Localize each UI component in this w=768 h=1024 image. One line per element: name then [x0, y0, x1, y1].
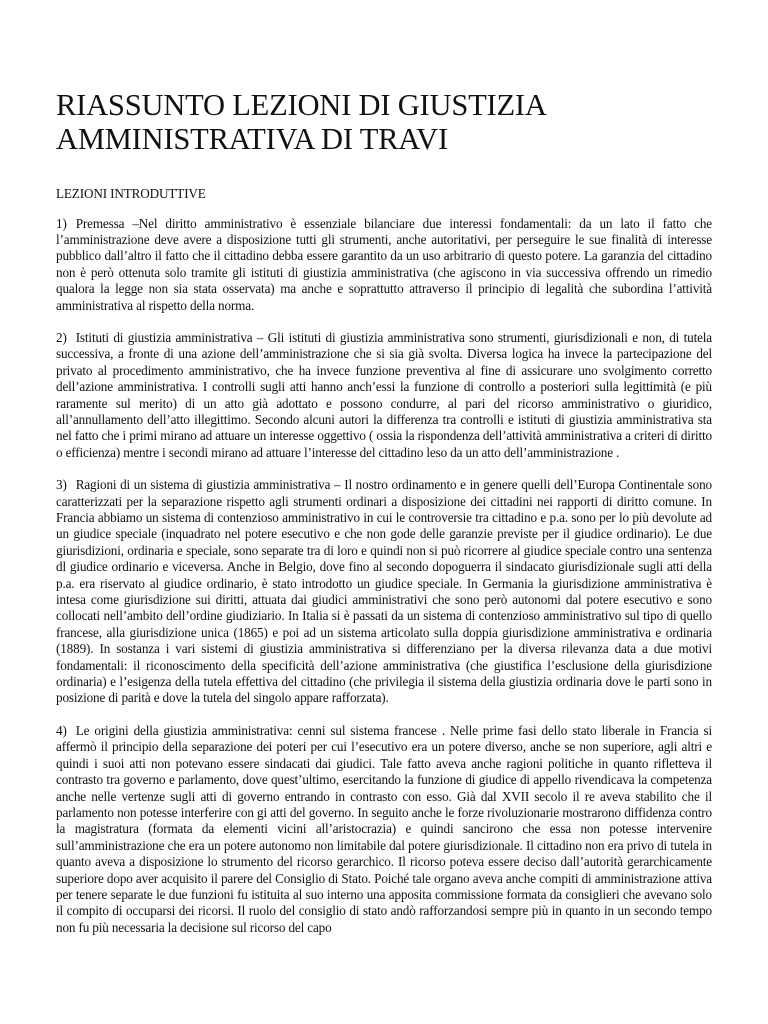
- paragraph-number: 2): [56, 329, 67, 345]
- paragraph-text: Istituti di giustizia amministrativa – Gli istituti di giustizia amministrativa sono strumenti, giurisdizionali e non, di tutela successiva, a fronte di una azione dell’amministrazione che si sia già svolta. Diversa logica ha invece la partecipazione del privato al procedimento amministrativo, che ha invece funzione preventiva al fine di assicurare uno svolgimento corretto dell’azione amministrativa. I controlli sugli atti hanno anch’essi la funzione di controllo a posteriori sulla legittimità (e più raramente sul merito) di un atto già adottato e possono condurre, al pari del ricorso amministrativo o giuridico, all’annullamento dell’atto illegittimo. Secondo alcuni autori la differenza tra controlli e istituti di giustizia amministrativa sta nel fatto che i primi mirano ad attuare un interesse oggettivo ( ossia la rispondenza dell’attività amministrativa a criteri di diritto o efficienza) mentre i secondi mirano ad attuare l’interesse del cittadino leso da un atto dell’amministrazione .: [56, 329, 712, 460]
- paragraph-text: Le origini della giustizia amministrativa: cenni sul sistema francese . Nelle prime fasi dello stato liberale in Francia si affermò il principio della separazione dei poteri per cui l’esecutivo era un potere diverso, anche se non superiore, agli altri e quindi i suoi atti non potevano essere sindacati dai giudici. Tale fatto aveva anche ragioni politiche in quanto rifletteva il contrasto tra governo e parlamento, dove quest’ultimo, esercitando la funzione di giudice di appello rivendicava la competenza anche nelle vertenze sugli atti di governo entrando in contrasto con esso. Già dal XVII secolo il re aveva stabilito che il parlamento non potesse interferire con gi atti del governo. In seguito anche le forze rivoluzionarie mostrarono diffidenza contro la magistratura (formata da elementi vicini all’aristocrazia) e quindi sancirono che essa non potesse intervenire sull’amministrazione che era un potere autonomo non limitabile dal potere giurisdizionale. Il cittadino non era privo di tutela in quanto aveva a disposizione lo strumento del ricorso gerarchico. Il ricorso poteva essere deciso dall’autorità gerarchicamente superiore dopo aver acquisito il parere del Consiglio di Stato. Poiché tale organo aveva anche compiti di amministrazione attiva per tenere separate le due funzioni fu istituita al suo interno una apposita commissione formata da consiglieri che avevano solo il compito di occuparsi dei ricorsi. Il ruolo del consiglio di stato andò rafforzandosi sempre più in quanto in un secondo tempo non fu più necessaria la decisione sul ricorso del capo: [56, 722, 712, 935]
- document-title: RIASSUNTO LEZIONI DI GIUSTIZIA AMMINISTRATIVA DI TRAVI: [56, 88, 546, 156]
- paragraph-text: Ragioni di un sistema di giustizia amministrativa – Il nostro ordinamento e in genere quelli dell’Europa Continentale sono caratterizzati per la separazione rispetto agli strumenti ordinari a disposizione dei cittadini nei rapporti di diritto comune. In Francia abbiamo un sistema di contenzioso amministrativo in cui le controversie tra cittadino e p.a. sono per lo più devolute ad un giudice speciale (inquadrato nel potere esecutivo e che non gode delle garanzie previste per il giudice ordinario). Le due giurisdizioni, ordinaria e speciale, sono separate tra di loro e quindi non si può ricorrere al giudice speciale contro una sentenza dl giudice ordinario e viceversa. Anche in Belgio, dove fino al secondo dopoguerra il sindacato giurisdizionale sugli atti della p.a. era riservato al giudice ordinario, è stato introdotto un giudice speciale. In Germania la giurisdizione amministrativa è intesa come giurisdizione sui diritti, attuata dai giudici amministrativi che sono però autonomi dal potere esecutivo e sono collocati nell’ambito dell’ordine giudiziario. In Italia si è passati da un sistema di contenzioso amministrativo sul tipo di quello francese, alla giurisdizione unica (1865) e poi ad un sistema articolato sulla doppia giurisdizione amministrativa e ordinaria (1889). In sostanza i vari sistemi di giustizia amministrativa si differenziano per la diversa rilevanza data a due motivi fondamentali: il riconoscimento della specificità dell’azione amministrativa (che giustifica l’esclusione della giurisdizione ordinaria) e l’esigenza della tutela effettiva del cittadino (che privilegia il sistema della giustizia ordinaria dove le parti sono in posizione di parità e dove la tutela del singolo appare rafforzata).: [56, 477, 712, 706]
- paragraph-4: [56, 723, 712, 936]
- section-heading: LEZIONI INTRODUTTIVE: [56, 186, 206, 201]
- paragraph-3: [56, 477, 712, 707]
- paragraph-number: 4): [56, 722, 67, 738]
- paragraph-2: [56, 330, 712, 461]
- paragraph-1: [56, 216, 712, 314]
- paragraph-number: 1): [56, 215, 67, 231]
- paragraph-text: Premessa –Nel diritto amministrativo è essenziale bilanciare due interessi fondamentali: da un lato il fatto che l’amministrazione deve avere a disposizione tutti gli strumenti, anche autoritativi, per perseguire le sue finalità di interesse pubblico dall’altro il fatto che il cittadino debba essere garantito da un uso arbitrario di questo potere. La garanzia del cittadino non è però ottenuta solo tramite gli istituti di giustizia amministrativa (che agiscono in via successiva offrendo un rimedio qualora la legge non sia stata osservata) ma anche e soprattutto attraverso il principio di legalità che subordina l’attività amministrativa al rispetto della norma.: [56, 215, 712, 313]
- paragraph-number: 3): [56, 477, 67, 493]
